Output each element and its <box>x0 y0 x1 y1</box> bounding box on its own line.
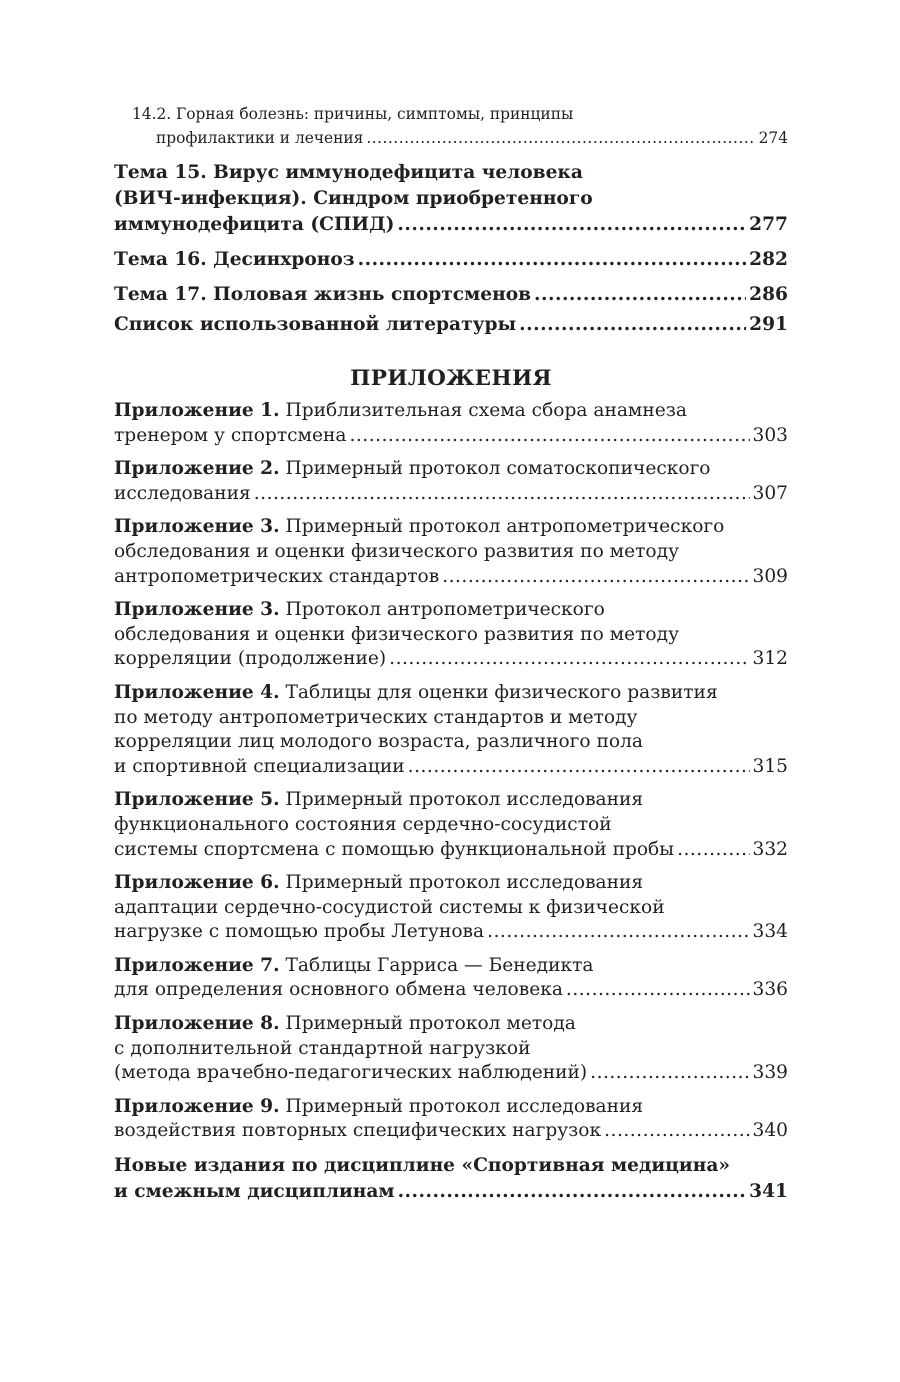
page-number: 315 <box>752 755 788 777</box>
appendix-label: Приложение 9. <box>114 1095 280 1117</box>
page-number: 274 <box>758 129 788 147</box>
appendix-label: Приложение 8. <box>114 1013 280 1035</box>
toc-entry-text: Примерный протокол соматоскопического <box>279 458 711 480</box>
toc-entry-line <box>114 598 788 623</box>
appendices-heading: ПРИЛОЖЕНИЯ <box>350 366 552 391</box>
toc-entry-text: Примерный протокол метода <box>279 1013 576 1035</box>
toc-entry-text: Примерный протокол антропометрического <box>279 516 725 538</box>
dot-leader <box>349 424 749 449</box>
toc-entry-line <box>114 623 788 648</box>
toc-entry-line <box>114 730 788 755</box>
page-number: 312 <box>752 648 788 670</box>
appendix-label: Приложение 4. <box>114 681 280 703</box>
page-number: 309 <box>752 565 788 587</box>
toc-entry-line <box>114 565 788 590</box>
page-number: 340 <box>752 1120 788 1142</box>
toc-entry-text: Протокол антропометрического <box>279 599 605 621</box>
appendix-label: Приложение 3. <box>114 599 280 621</box>
toc-entry-line <box>114 540 788 565</box>
toc-entry-line <box>114 212 788 238</box>
toc-entry-appendix[interactable] <box>114 515 788 589</box>
toc-entry-appendix[interactable] <box>114 681 788 779</box>
toc-entry-appendix[interactable] <box>114 457 788 506</box>
toc-entry-text: Список использованной литературы <box>114 314 517 335</box>
toc-entry-line <box>114 788 788 813</box>
page-number: 282 <box>749 249 788 270</box>
toc-entry-line <box>114 160 788 186</box>
toc-entry-text: Тема 16. Десинхроноз <box>114 249 355 270</box>
toc-entry-text: обследования и оценки физического развития по методу <box>114 540 680 562</box>
toc-entry-line <box>114 1119 788 1144</box>
toc-entry-appendix[interactable] <box>114 598 788 672</box>
toc-entry-line <box>114 681 788 706</box>
toc-entry-text: Примерный протокол исследования <box>279 872 644 894</box>
toc-entry-text: системы спортсмена с помощью функциональной пробы <box>114 838 675 860</box>
toc-entry-text: тренером у спортсмена <box>114 424 347 446</box>
page-number: 339 <box>752 1062 788 1084</box>
toc-entry-text: и спортивной специализации <box>114 755 405 777</box>
dot-leader <box>487 920 749 945</box>
toc-entry-text: нагрузке с помощью пробы Летунова <box>114 921 485 943</box>
toc-entry-text: по методу антропометрических стандартов и методу <box>114 706 638 728</box>
dot-leader <box>408 755 750 780</box>
page-number: 341 <box>749 1181 788 1203</box>
dot-leader <box>358 247 747 273</box>
toc-entry-new-editions[interactable] <box>114 1153 788 1205</box>
toc-entry-text: Примерный протокол исследования <box>279 789 644 811</box>
toc-entry-text: для определения основного обмена человека <box>114 979 563 1001</box>
dot-leader <box>534 282 746 308</box>
page-number: 336 <box>752 979 788 1001</box>
toc-entry-line <box>114 515 788 540</box>
dot-leader <box>590 1061 749 1086</box>
toc-entry-line <box>114 247 788 273</box>
toc-entry-text: исследования <box>114 482 251 504</box>
toc-entry-line <box>114 457 788 482</box>
dot-leader <box>677 838 749 863</box>
toc-entry-text: и смежным дисциплинам <box>114 1181 395 1203</box>
toc-entry-text: Тема 15. Вирус иммунодефицита человека <box>114 162 583 183</box>
page-number: 277 <box>749 214 788 235</box>
toc-entry-line <box>114 647 788 672</box>
toc-entry-text: (ВИЧ-инфекция). Синдром приобретенного <box>114 188 593 209</box>
page-number: 332 <box>752 838 788 860</box>
toc-entry-line <box>114 1012 788 1037</box>
toc-entry-text: иммунодефицита (СПИД) <box>114 214 395 235</box>
dot-leader <box>566 978 750 1003</box>
toc-entry-line <box>114 871 788 896</box>
toc-entry-appendix[interactable] <box>114 871 788 945</box>
toc-entry-topic-16[interactable] <box>114 247 788 273</box>
toc-entry-text: Таблицы для оценки физического развития <box>279 681 718 703</box>
toc-entry-line <box>114 896 788 921</box>
dot-leader <box>604 1119 749 1144</box>
toc-entry-line <box>114 838 788 863</box>
page-number: 291 <box>749 314 788 335</box>
appendix-label: Приложение 2. <box>114 458 280 480</box>
appendix-label: Приложение 6. <box>114 872 280 894</box>
toc-entry-appendix[interactable] <box>114 1095 788 1144</box>
toc-entry-text: (метода врачебно-педагогических наблюдений) <box>114 1062 588 1084</box>
page-number: 307 <box>752 482 788 504</box>
dot-leader <box>254 482 750 507</box>
toc-entry-text: антропометрических стандартов <box>114 565 440 587</box>
toc-entry-line <box>114 1153 788 1179</box>
toc-entry-line <box>132 102 788 126</box>
toc-entry-text: профилактики и лечения <box>156 129 364 147</box>
toc-entry-text: Таблицы Гарриса — Бенедикта <box>279 954 594 976</box>
dot-leader <box>519 312 746 338</box>
toc-entry-appendix[interactable] <box>114 954 788 1003</box>
dot-leader <box>366 126 755 150</box>
page-number: 303 <box>752 424 788 446</box>
toc-entry-line <box>132 126 788 150</box>
toc-entry-line <box>114 706 788 731</box>
toc-entry-text: функционального состояния сердечно-сосудистой <box>114 813 612 835</box>
toc-entry-text: Новые издания по дисциплине «Спортивная медицина» <box>114 1155 730 1177</box>
toc-entry-line <box>114 920 788 945</box>
toc-entry-text: воздействия повторных специфических нагрузок <box>114 1120 602 1142</box>
toc-entry-line <box>114 1095 788 1120</box>
page-number: 286 <box>749 284 788 305</box>
toc-entry-appendix[interactable] <box>114 399 788 448</box>
toc-entry-line <box>114 482 788 507</box>
appendix-label: Приложение 7. <box>114 954 280 976</box>
toc-entry-line <box>114 186 788 212</box>
toc-entry-line <box>114 1037 788 1062</box>
toc-entry-text: с дополнительной стандартной нагрузкой <box>114 1037 531 1059</box>
toc-entry-text: Приблизительная схема сбора анамнеза <box>279 400 688 421</box>
toc-entry-line <box>114 1061 788 1086</box>
toc-entry-references[interactable] <box>114 312 788 338</box>
toc-entry-line <box>114 755 788 780</box>
appendix-label: Приложение 5. <box>114 789 280 811</box>
table-of-contents <box>114 102 788 1214</box>
toc-entry-topic-17[interactable] <box>114 282 788 308</box>
appendix-list <box>114 399 788 1144</box>
toc-entry-line <box>114 424 788 449</box>
dot-leader <box>389 647 749 672</box>
toc-entry-14-2[interactable] <box>132 102 788 150</box>
toc-entry-text: обследования и оценки физического развития по методу <box>114 623 680 645</box>
toc-entry-topic-15[interactable] <box>114 160 788 238</box>
toc-entry-text: Тема 17. Половая жизнь спортсменов <box>114 284 532 305</box>
toc-entry-line <box>114 954 788 979</box>
toc-entry-appendix[interactable] <box>114 788 788 862</box>
toc-entry-line <box>114 1179 788 1205</box>
toc-entry-line <box>114 399 788 424</box>
toc-entry-text: адаптации сердечно-сосудистой системы к физической <box>114 896 665 918</box>
toc-entry-appendix[interactable] <box>114 1012 788 1086</box>
dot-leader <box>442 565 749 590</box>
page-number: 334 <box>752 921 788 943</box>
toc-entry-text: Примерный протокол исследования <box>279 1095 644 1117</box>
toc-entry-line <box>114 282 788 308</box>
appendix-label: Приложение 3. <box>114 516 280 538</box>
appendix-label: Приложение 1. <box>114 400 280 421</box>
toc-entry-line <box>114 813 788 838</box>
toc-entry-text: корреляции (продолжение) <box>114 648 387 670</box>
toc-entry-text: корреляции лиц молодого возраста, различного пола <box>114 731 643 753</box>
toc-entry-line <box>114 978 788 1003</box>
toc-entry-line <box>114 312 788 338</box>
dot-leader <box>398 1179 747 1205</box>
dot-leader <box>397 212 746 238</box>
toc-entry-text: 14.2. Горная болезнь: причины, симптомы, принципы <box>132 105 574 123</box>
